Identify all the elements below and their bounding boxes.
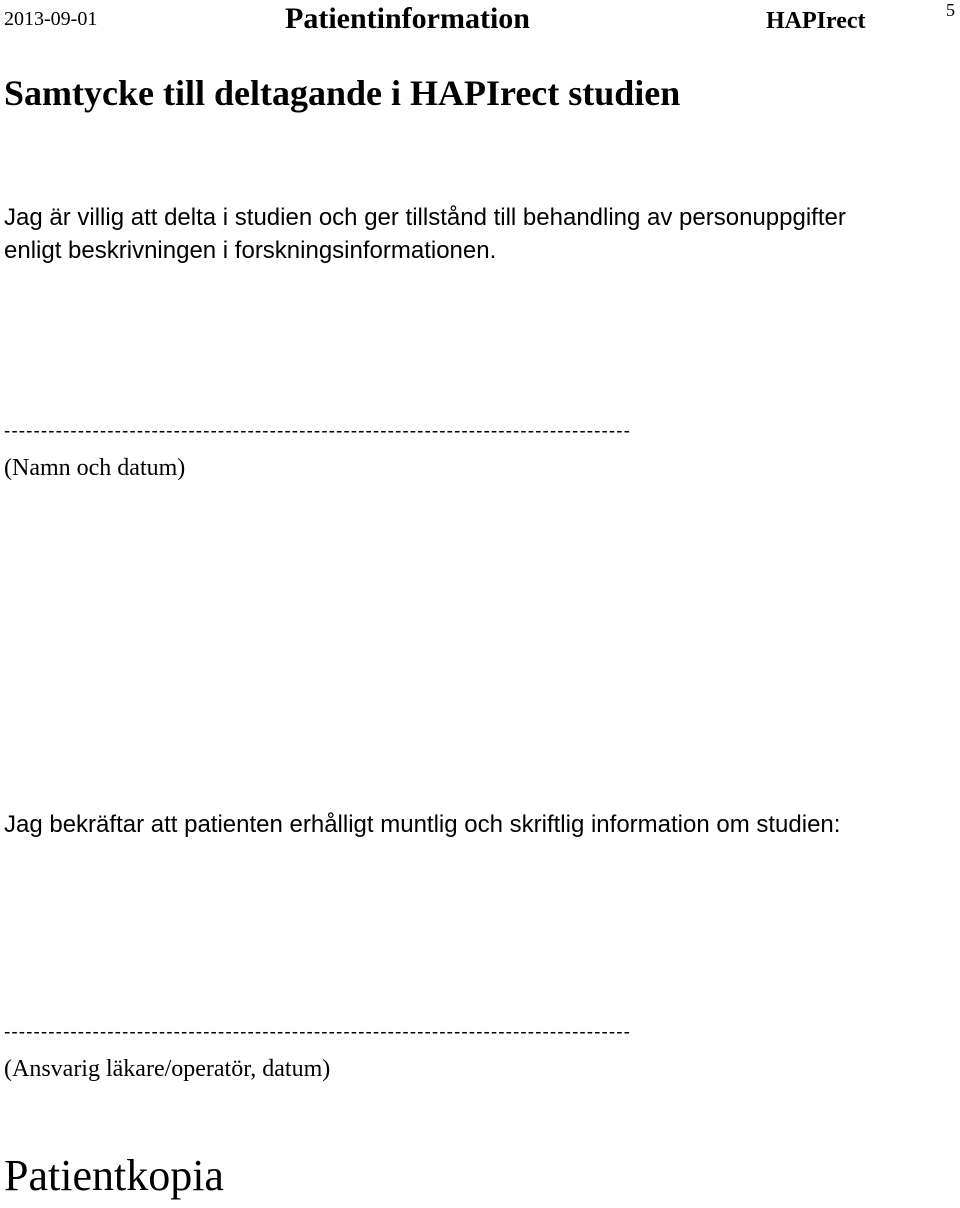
patient-copy-label: Patientkopia [4,1151,224,1200]
signature-caption-doctor: (Ansvarig läkare/operatör, datum) [4,1056,331,1082]
signature-caption-patient: (Namn och datum) [4,455,186,481]
header-brand: HAPIrect [766,8,866,34]
confirmation-statement: Jag bekräftar att patienten erhålligt muntlig och skriftlig information om studien: [4,811,841,838]
page-number: 5 [946,0,955,20]
document-heading: Samtycke till deltagande i HAPIrect studien [4,73,681,113]
signature-line-doctor: ------------------------------------------------------------------------------------- [4,1022,632,1043]
consent-statement: Jag är villig att delta i studien och ger tillstånd till behandling av personuppgifter enligt beskrivningen i forskningsinformationen. [4,204,846,264]
header-title: Patientinformation [285,2,530,35]
header-date: 2013-09-01 [4,8,98,30]
signature-line-patient: ------------------------------------------------------------------------------------- [4,421,632,442]
